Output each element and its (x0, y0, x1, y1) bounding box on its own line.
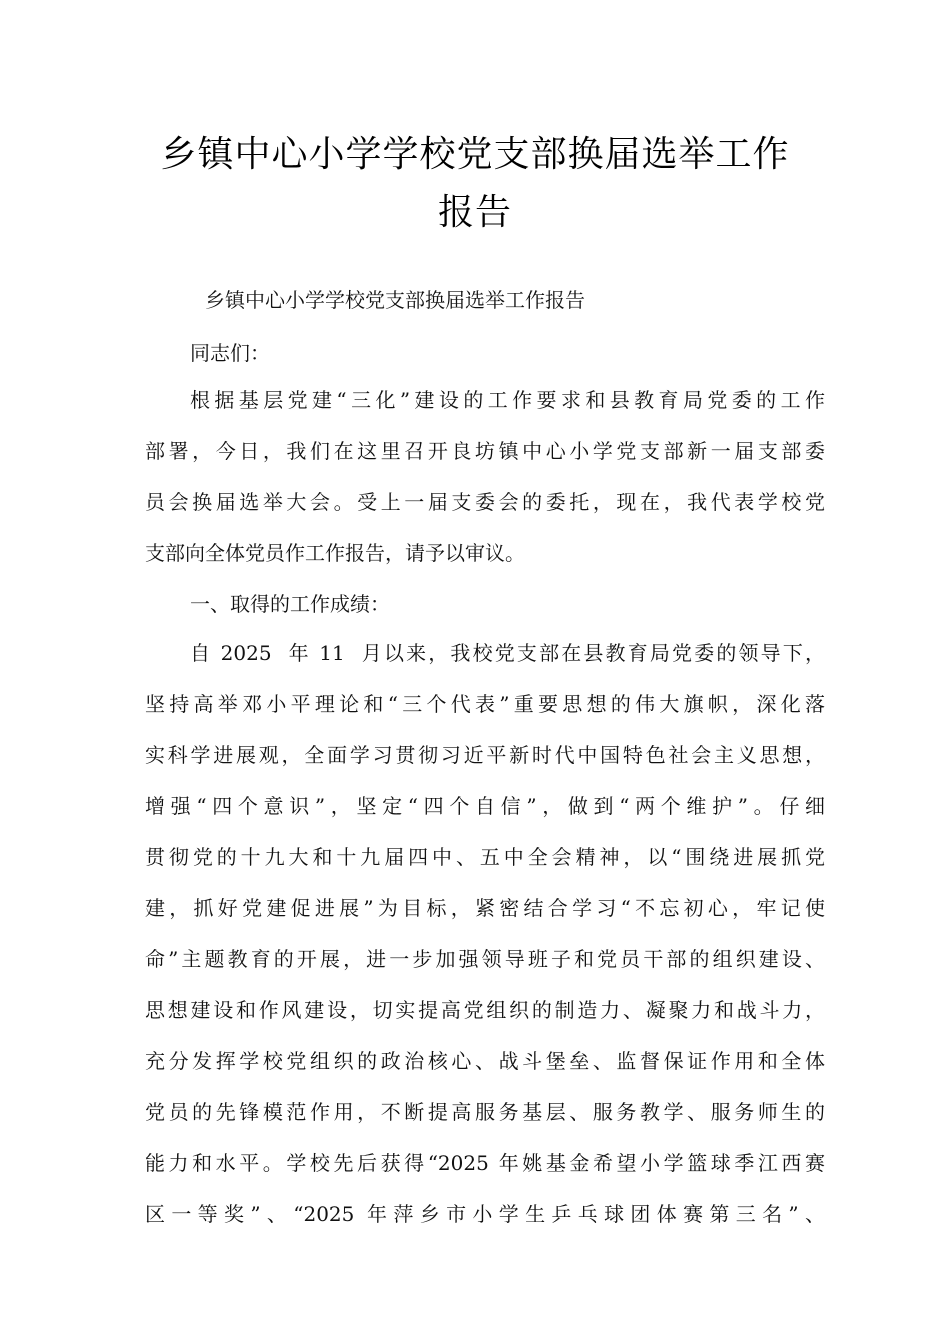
body-line: 区一等奖”、“2025 年萍乡市小学生乒乓球团体赛第三名”、 (145, 1202, 825, 1226)
body-line: 思想建设和作风建设，切实提高党组织的制造力、凝聚力和战斗力， (145, 998, 825, 1022)
body-line: 建，抓好党建促进展”为目标，紧密结合学习“不忘初心，牢记使 (145, 896, 825, 920)
body-line: 党员的先锋模范作用，不断提高服务基层、服务教学、服务师生的 (145, 1100, 825, 1124)
body-line: 增强“四个意识”，坚定“四个自信”，做到“两个维护”。仔细 (145, 794, 825, 818)
body-line: 坚持高举邓小平理论和“三个代表”重要思想的伟大旗帜，深化落 (145, 692, 825, 716)
section-heading: 一、取得的工作成绩： (190, 592, 390, 616)
intro-line: 部署，今日，我们在这里召开良坊镇中心小学党支部新一届支部委 (145, 439, 825, 463)
intro-line: 支部向全体党员作工作报告，请予以审议。 (145, 541, 525, 565)
body-line: 自 2025 年 11 月以来，我校党支部在县教育局党委的领导下， (190, 641, 825, 665)
document-title-line-1: 乡镇中心小学学校党支部换届选举工作 (160, 134, 790, 175)
body-line: 实科学进展观，全面学习贯彻习近平新时代中国特色社会主义思想， (145, 743, 825, 767)
intro-line: 根据基层党建“三化”建设的工作要求和县教育局党委的工作 (190, 388, 825, 412)
body-line: 贯彻党的十九大和十九届四中、五中全会精神，以“围绕进展抓党 (145, 845, 825, 869)
document-subtitle: 乡镇中心小学学校党支部换届选举工作报告 (205, 288, 585, 312)
body-line: 命”主题教育的开展，进一步加强领导班子和党员干部的组织建设、 (145, 947, 825, 971)
document-title-line-2: 报告 (437, 192, 512, 233)
body-line: 能力和水平。学校先后获得“2025 年姚基金希望小学篮球季江西赛 (145, 1151, 825, 1175)
intro-line: 员会换届选举大会。受上一届支委会的委托，现在，我代表学校党 (145, 490, 825, 514)
salutation: 同志们： (190, 341, 270, 365)
body-line: 充分发挥学校党组织的政治核心、战斗堡垒、监督保证作用和全体 (145, 1049, 825, 1073)
